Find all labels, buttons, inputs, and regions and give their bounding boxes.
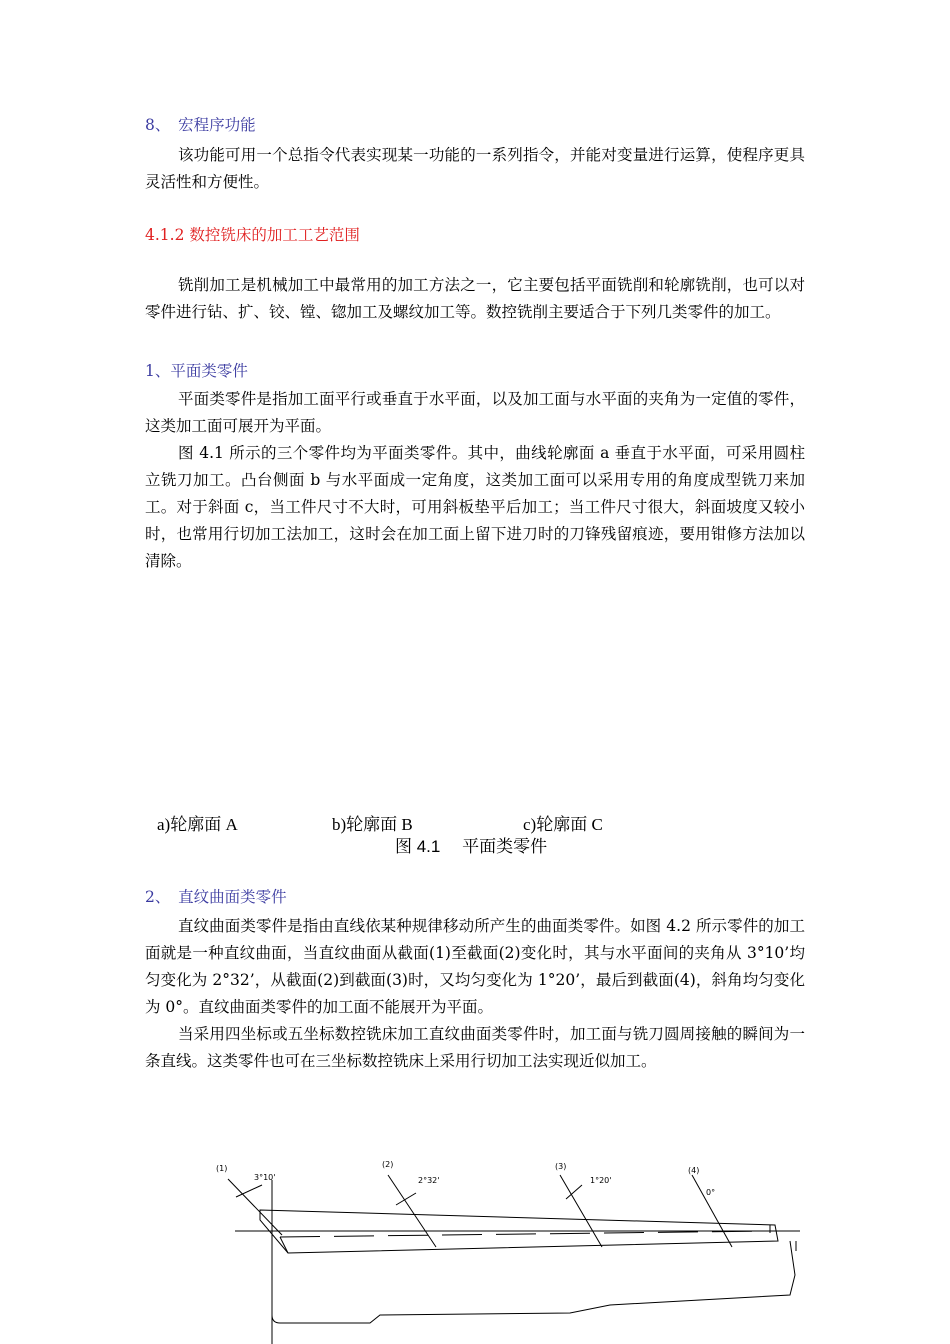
section-2-paragraphs [145,913,805,1075]
paragraph-text: 该功能可用一个总指令代表实现某一功能的一系列指令，并能对变量进行运算，使程序更具灵活性和方便性。 [145,146,805,191]
paragraph-text: 当采用四坐标或五坐标数控铣床加工直纹曲面类零件时，加工面与铣刀圆周接触的瞬间为一条直线。这类零件也可在三坐标数控铣床上采用行切加工法实现近似加工。 [145,1025,805,1070]
section-2-heading: 2、 直纹曲面类零件 [145,888,287,906]
section-4-1-2-paragraph [145,272,805,326]
figure-4-2-drawing [210,1155,810,1344]
section-1-paragraphs [145,386,805,575]
section-label-3: (3) [555,1162,567,1171]
section-8-heading: 8、 宏程序功能 [145,116,256,134]
section-angle-3: 1°20' [590,1176,612,1185]
section-4-1-2-heading: 4.1.2 数控铣床的加工工艺范围 [145,226,360,244]
section-label-2: (2) [382,1160,394,1169]
figure-4-1-label-a: a)轮廓面 A [157,815,238,834]
figure-4-1-label-c: c)轮廓面 C [523,815,603,834]
section-1-heading: 1、平面类零件 [145,362,248,380]
paragraph-text: 铣削加工是机械加工中最常用的加工方法之一，它主要包括平面铣削和轮廓铣削，也可以对零件进行钻、扩、铰、镗、锪加工及螺纹加工等。数控铣削主要适合于下列几类零件的加工。 [145,276,805,321]
section-8-paragraph [145,142,805,196]
figure-4-1-label-b: b)轮廓面 B [332,815,413,834]
section-angle-2: 2°32' [418,1176,440,1185]
section-label-1: (1) [216,1164,228,1173]
paragraph-text: 平面类零件是指加工面平行或垂直于水平面，以及加工面与水平面的夹角为一定值的零件，这类加工面可展开为平面。 [145,390,805,435]
paragraph-text: 图 4.1 所示的三个零件均为平面类零件。其中，曲线轮廓面 a 垂直于水平面，可采用圆柱立铣刀加工。凸台侧面 b 与水平面成一定角度，这类加工面可以采用专用的角度成型铣刀来加工。对于斜面 c，当工件尺寸不大时，可用斜板垫平后加工；当工件尺寸很大，斜面坡度又较小时，也常用行切加工法加工，这时会在加工面上留下进刀时的刀锋残留痕迹，要用钳修方法加以清除。 [145,444,805,570]
section-label-4: (4) [688,1166,700,1175]
figure-4-1-caption: 图 4.1 平面类零件 [395,837,548,856]
section-angle-4: 0° [706,1188,716,1197]
paragraph-text: 直纹曲面类零件是指由直线依某种规律移动所产生的曲面类零件。如图 4.2 所示零件的加工面就是一种直纹曲面，当直纹曲面从截面(1)至截面(2)变化时，其与水平面间的夹角从 3°10’均匀变化为 2°32’，从截面(2)到截面(3)时，又均匀变化为 1°20’，最后到截面(4)，斜角均匀变化为 0°。直纹曲面类零件的加工面不能展开为平面。 [145,917,805,1016]
section-angle-1: 3°10' [254,1173,276,1182]
